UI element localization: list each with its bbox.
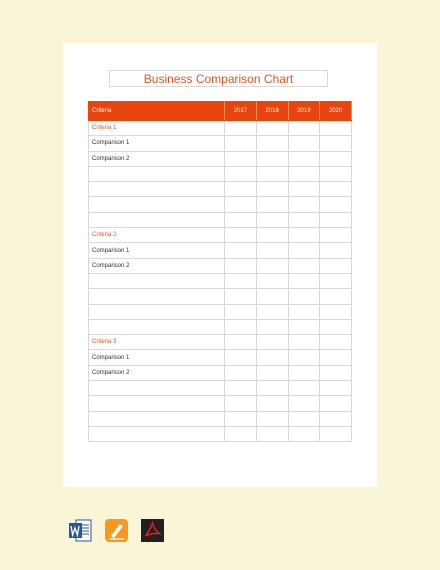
- table-body: [89, 121, 352, 442]
- table-cell[interactable]: [225, 426, 257, 441]
- table-cell[interactable]: [256, 166, 288, 181]
- table-cell[interactable]: [225, 228, 257, 243]
- table-cell[interactable]: [225, 335, 257, 350]
- table-cell[interactable]: [225, 273, 257, 288]
- row-label[interactable]: Comparison 1: [89, 136, 225, 151]
- table-cell[interactable]: [320, 319, 352, 334]
- table-cell[interactable]: [320, 121, 352, 136]
- table-cell[interactable]: [320, 335, 352, 350]
- table-row: [89, 350, 352, 365]
- criteria-label[interactable]: Criteria 1: [89, 121, 225, 136]
- table-cell[interactable]: [288, 228, 320, 243]
- document-page: [63, 43, 377, 487]
- row-label[interactable]: [89, 396, 225, 411]
- row-label[interactable]: [89, 319, 225, 334]
- table-cell[interactable]: [288, 289, 320, 304]
- table-cell[interactable]: [288, 197, 320, 212]
- table-cell[interactable]: [256, 319, 288, 334]
- table-cell[interactable]: [288, 411, 320, 426]
- table-cell[interactable]: [225, 243, 257, 258]
- table-row: [89, 335, 352, 350]
- table-cell[interactable]: [320, 136, 352, 151]
- table-cell[interactable]: [320, 289, 352, 304]
- table-cell[interactable]: [320, 304, 352, 319]
- table-cell[interactable]: [320, 411, 352, 426]
- table-cell[interactable]: [225, 136, 257, 151]
- table-cell[interactable]: [225, 212, 257, 227]
- table-cell[interactable]: [225, 289, 257, 304]
- word-icon[interactable]: [68, 518, 93, 543]
- table-cell[interactable]: [256, 151, 288, 166]
- table-cell[interactable]: [320, 381, 352, 396]
- table-cell[interactable]: [320, 258, 352, 273]
- table-cell[interactable]: [225, 166, 257, 181]
- table-row: [89, 411, 352, 426]
- row-label[interactable]: [89, 426, 225, 441]
- table-cell[interactable]: [288, 365, 320, 380]
- table-row: [89, 365, 352, 380]
- table-cell[interactable]: [320, 182, 352, 197]
- table-cell[interactable]: [256, 212, 288, 227]
- table-cell[interactable]: [225, 182, 257, 197]
- table-cell[interactable]: [225, 396, 257, 411]
- table-cell[interactable]: [288, 212, 320, 227]
- table-cell[interactable]: [256, 182, 288, 197]
- table-cell[interactable]: [288, 258, 320, 273]
- table-row: [89, 212, 352, 227]
- row-label[interactable]: Comparison 2: [89, 365, 225, 380]
- table-cell[interactable]: [225, 151, 257, 166]
- criteria-label[interactable]: Criteria 3: [89, 335, 225, 350]
- table-row: [89, 166, 352, 181]
- row-label[interactable]: [89, 273, 225, 288]
- table-cell[interactable]: [225, 319, 257, 334]
- table-cell[interactable]: [225, 365, 257, 380]
- table-cell[interactable]: [320, 166, 352, 181]
- row-label[interactable]: [89, 182, 225, 197]
- table-row: [89, 151, 352, 166]
- row-label[interactable]: Comparison 2: [89, 258, 225, 273]
- table-row: [89, 426, 352, 441]
- row-label[interactable]: [89, 166, 225, 181]
- table-cell[interactable]: [256, 365, 288, 380]
- row-label[interactable]: [89, 381, 225, 396]
- table-cell[interactable]: [288, 243, 320, 258]
- criteria-label[interactable]: Criteria 2: [89, 228, 225, 243]
- table-cell[interactable]: [256, 121, 288, 136]
- table-cell[interactable]: [320, 426, 352, 441]
- table-cell[interactable]: [256, 197, 288, 212]
- row-label[interactable]: [89, 212, 225, 227]
- header-year: 2020: [320, 102, 352, 121]
- header-year: 2019: [288, 102, 320, 121]
- page-title: Business Comparison Chart: [143, 71, 294, 86]
- title-box: [109, 70, 328, 87]
- table-cell[interactable]: [288, 426, 320, 441]
- table-cell[interactable]: [225, 350, 257, 365]
- table-cell[interactable]: [320, 228, 352, 243]
- table-cell[interactable]: [256, 243, 288, 258]
- table-row: [89, 304, 352, 319]
- table-cell[interactable]: [256, 228, 288, 243]
- table-cell[interactable]: [288, 166, 320, 181]
- table-cell[interactable]: [320, 212, 352, 227]
- table-cell[interactable]: [320, 350, 352, 365]
- table-cell[interactable]: [320, 396, 352, 411]
- table-row: [89, 197, 352, 212]
- pages-icon[interactable]: [104, 518, 129, 543]
- table-cell[interactable]: [225, 381, 257, 396]
- table-cell[interactable]: [320, 197, 352, 212]
- table-cell[interactable]: [288, 273, 320, 288]
- table-cell[interactable]: [256, 304, 288, 319]
- row-label[interactable]: [89, 304, 225, 319]
- table-cell[interactable]: [256, 335, 288, 350]
- row-label[interactable]: [89, 197, 225, 212]
- table-cell[interactable]: [320, 243, 352, 258]
- table-row: [89, 243, 352, 258]
- table-cell[interactable]: [256, 426, 288, 441]
- row-label[interactable]: [89, 289, 225, 304]
- table-cell[interactable]: [256, 411, 288, 426]
- table-cell[interactable]: [256, 273, 288, 288]
- row-label[interactable]: Comparison 1: [89, 350, 225, 365]
- table-cell[interactable]: [320, 365, 352, 380]
- table-row: [89, 396, 352, 411]
- table-row: [89, 182, 352, 197]
- row-label[interactable]: Comparison 1: [89, 243, 225, 258]
- table-cell[interactable]: [225, 304, 257, 319]
- table-row: [89, 121, 352, 136]
- table-cell[interactable]: [288, 136, 320, 151]
- table-row: [89, 381, 352, 396]
- table-cell[interactable]: [225, 121, 257, 136]
- header-criteria: Criteria: [89, 102, 225, 121]
- table-cell[interactable]: [288, 304, 320, 319]
- table-cell[interactable]: [225, 258, 257, 273]
- table-row: [89, 289, 352, 304]
- format-icons: [68, 518, 165, 543]
- table-row: [89, 258, 352, 273]
- table-cell[interactable]: [225, 411, 257, 426]
- table-cell[interactable]: [288, 396, 320, 411]
- pdf-icon[interactable]: [140, 518, 165, 543]
- table-cell[interactable]: [256, 350, 288, 365]
- table-row: [89, 273, 352, 288]
- table-cell[interactable]: [288, 335, 320, 350]
- table-header-row: [89, 102, 352, 121]
- table-cell[interactable]: [288, 151, 320, 166]
- table-cell[interactable]: [225, 197, 257, 212]
- table-cell[interactable]: [288, 319, 320, 334]
- comparison-table: [88, 101, 352, 442]
- table-row: [89, 136, 352, 151]
- table-cell[interactable]: [256, 381, 288, 396]
- table-cell[interactable]: [320, 151, 352, 166]
- header-year: 2017: [225, 102, 257, 121]
- table-cell[interactable]: [288, 350, 320, 365]
- header-year: 2018: [256, 102, 288, 121]
- table-cell[interactable]: [256, 136, 288, 151]
- table-cell[interactable]: [320, 273, 352, 288]
- table-row: [89, 228, 352, 243]
- table-cell[interactable]: [288, 381, 320, 396]
- table-row: [89, 319, 352, 334]
- row-label[interactable]: Comparison 2: [89, 151, 225, 166]
- table-cell[interactable]: [288, 121, 320, 136]
- table-cell[interactable]: [256, 289, 288, 304]
- table-cell[interactable]: [256, 396, 288, 411]
- row-label[interactable]: [89, 411, 225, 426]
- table-cell[interactable]: [256, 258, 288, 273]
- table-cell[interactable]: [288, 182, 320, 197]
